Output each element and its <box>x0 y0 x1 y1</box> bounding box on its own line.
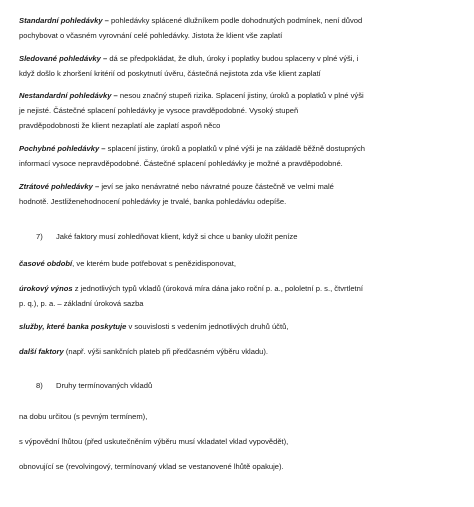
category-dash: – <box>100 54 110 63</box>
deposit-type-notice <box>19 434 461 449</box>
factor-term: úrokový výnos <box>19 284 73 293</box>
category-text: hodnotě. Jestliženehodnocení pohledávky je trvalé, banka pohledávku odepíše. <box>19 197 287 206</box>
category-text: pohledávky splácené dlužníkem podle dohodnutých podmínek, není důvod <box>111 16 363 25</box>
category-text: splacení jistiny, úroků a poplatků v plné výši je na základě běžně dostupných <box>107 144 365 153</box>
factor-text: p. q.), p. a. – základní úroková sazba <box>19 299 144 308</box>
category-term: Standardní pohledávky <box>19 16 103 25</box>
category-line <box>19 51 461 66</box>
deposit-type-revolving <box>19 459 461 474</box>
category-text: když došlo k zhoršení kritérií od poskytnutí úvěru, částečná nejistota zda vše klient zaplatí <box>19 69 321 78</box>
factor-text: , ve kterém bude potřebovat s penězidisponovat, <box>72 259 236 268</box>
factor-line <box>19 281 461 296</box>
factor-text: z jednotlivých typů vkladů (úroková míra dána jako roční p. a., pololetní p. s., čtvrtletní <box>72 284 364 293</box>
category-text: je nejisté. Částečné splacení pohledávky je vysoce pravděpodobné. Vysoký stupeň <box>19 106 299 115</box>
category-text: nesou značný stupeň rizika. Splacení jistiny, úroků a poplatků v plné výši <box>119 91 364 100</box>
category-dash: – <box>111 91 120 100</box>
category-loss <box>19 179 461 209</box>
question-text: Druhy termínovaných vkladů <box>56 381 153 390</box>
factor-term: další faktory <box>19 347 64 356</box>
category-standard <box>19 13 461 43</box>
factor-line <box>19 256 461 271</box>
deposit-type-fixed-term <box>19 409 461 424</box>
category-term: Pochybné pohledávky <box>19 144 100 153</box>
category-text: jeví se jako nenávratné nebo návratné pouze částečně ve velmi malé <box>101 182 334 191</box>
category-text: pochybovat o včasném vyrovnání celé pohledávky. Jistota že klient vše zaplatí <box>19 31 283 40</box>
category-text: informací vysoce nepravděpodobné. Částečné splacení pohledávky je možné a pravděpodobné. <box>19 159 343 168</box>
category-term: Ztrátové pohledávky <box>19 182 93 191</box>
category-term: Nestandardní pohledávky <box>19 91 112 100</box>
deposit-type-text: obnovující se (revolvingový, termínovaný vklad se vestanovené lhůtě opakuje). <box>19 462 284 471</box>
category-dash: – <box>102 16 112 25</box>
category-line <box>19 13 461 28</box>
factor-bank-services <box>19 319 461 334</box>
category-line <box>19 88 461 103</box>
category-watched <box>19 51 461 81</box>
category-text: pravděpodobnosti že klient nezaplatí ale zaplatí aspoň něco <box>19 121 221 130</box>
category-line <box>19 179 461 194</box>
category-dash: – <box>92 182 102 191</box>
factor-line <box>19 344 461 359</box>
deposit-type-text: na dobu určitou (s pevným termínem), <box>19 412 148 421</box>
deposit-type-text: s výpovědní lhůtou (před uskutečněním výběru musí vkladatel vklad vypovědět), <box>19 437 289 446</box>
factor-term: časové období <box>19 259 73 268</box>
category-line <box>19 141 461 156</box>
question-7-heading <box>36 229 297 244</box>
factor-text: (např. výši sankčních plateb při předčasném výběru vkladu). <box>63 347 269 356</box>
factor-line <box>19 319 461 334</box>
factor-interest-yield <box>19 281 461 311</box>
factor-text: v souvislosti s vedením jednotlivých druhů účtů, <box>126 322 289 331</box>
category-nonstandard <box>19 88 461 133</box>
category-text: dá se předpokládat, že dluh, úroky i poplatky budou splaceny v plné výši, i <box>109 54 359 63</box>
question-8-heading <box>36 378 152 393</box>
question-number: 7) <box>36 232 43 241</box>
question-text: Jaké faktory musí zohledňovat klient, když si chce u banky uložit peníze <box>56 232 298 241</box>
factor-term: služby, které banka poskytuje <box>19 322 127 331</box>
question-number: 8) <box>36 381 43 390</box>
factor-time-period <box>19 256 461 271</box>
category-term: Sledované pohledávky <box>19 54 101 63</box>
factor-other <box>19 344 461 359</box>
category-doubtful <box>19 141 461 171</box>
category-dash: – <box>99 144 108 153</box>
